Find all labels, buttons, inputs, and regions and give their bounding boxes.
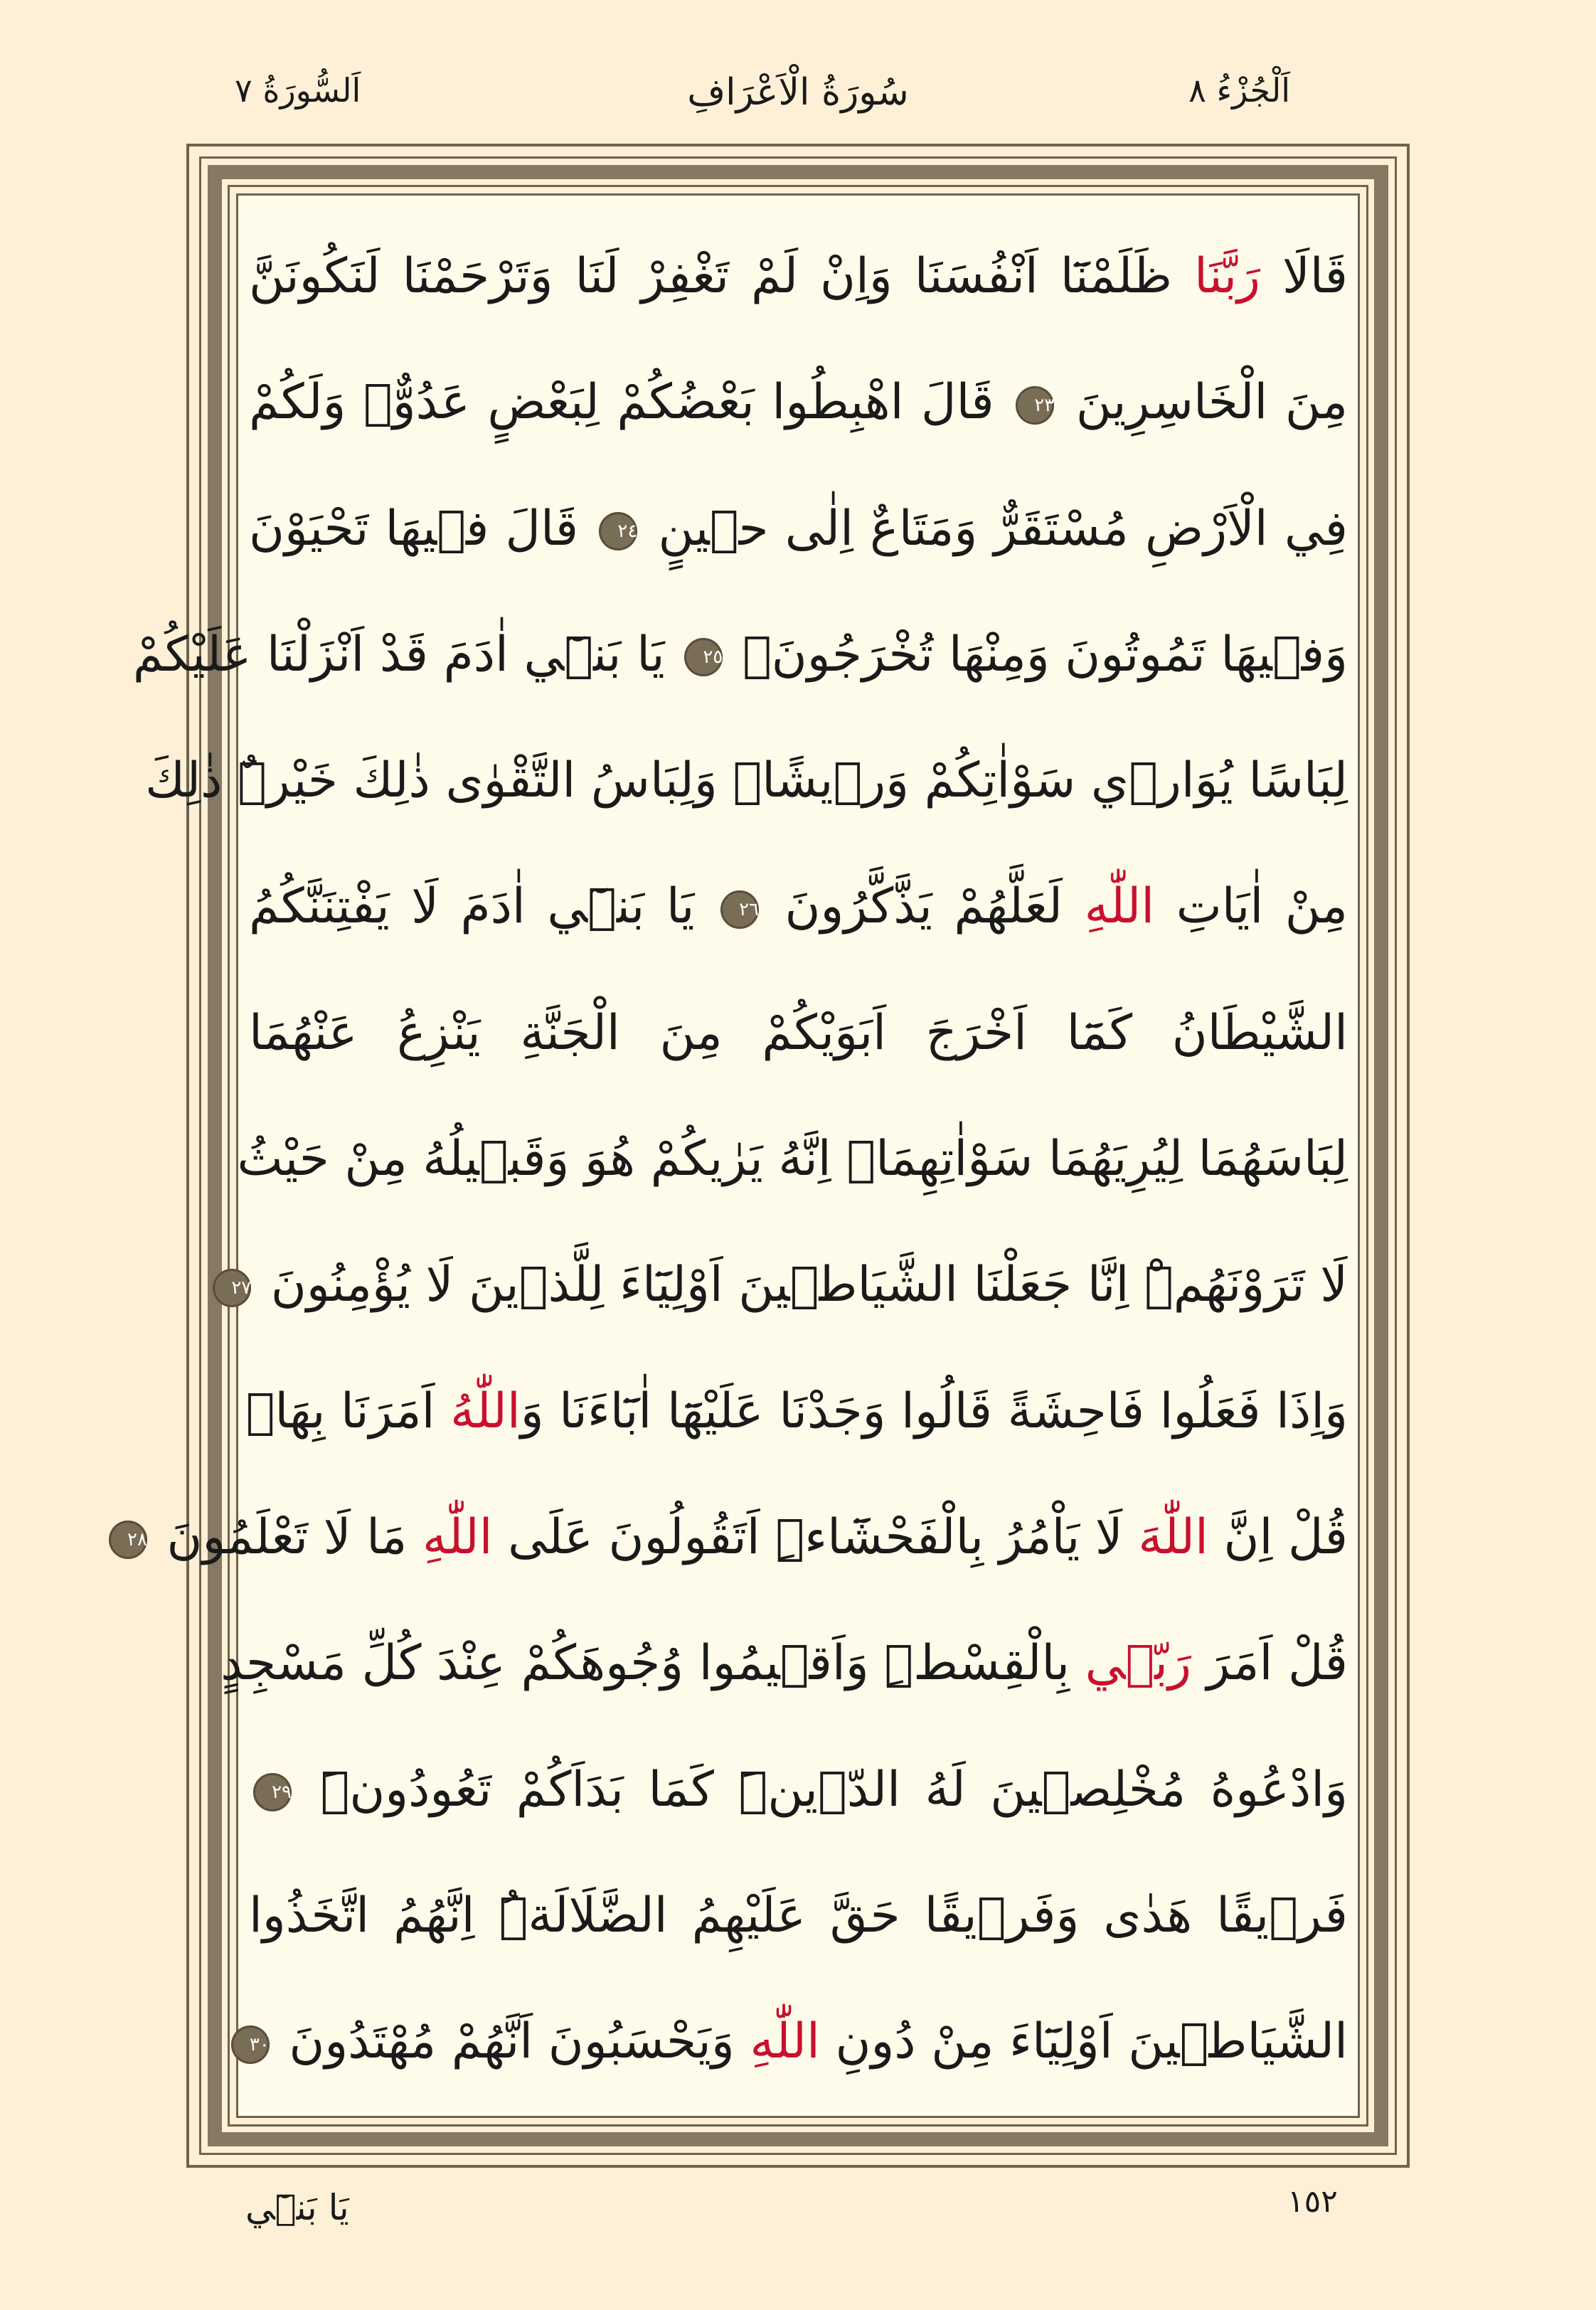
text-line <box>249 213 1348 339</box>
verse-text: مِنْ اٰيَاتِ <box>1154 878 1348 935</box>
verse-text: لَا يَاْمُرُ بِالْفَحْشَٓاءِۜ اَتَقُولُونَ عَلَى <box>492 1508 1139 1565</box>
divine-name-text: اللّٰهَ <box>1138 1508 1208 1565</box>
divine-name-text: رَبَّنَا <box>1193 248 1260 304</box>
text-line <box>231 1222 1348 1348</box>
divine-name-text: اللّٰهُ <box>450 1383 521 1439</box>
quran-text-block <box>127 213 1348 2105</box>
divine-name-text: اللّٰهِ <box>750 2013 820 2070</box>
verse-text: فَرٖيقًا هَدٰى وَفَرٖيقًا حَقَّ عَلَيْهِمُ الضَّلَالَةُۜ اِنَّهُمُ اتَّخَذُوا <box>249 1887 1348 1944</box>
verse-text: وَاِذَا فَعَلُوا فَاحِشَةً قَالُوا وَجَدْنَا عَلَيْهَٓا اٰبَٓاءَنَا وَ <box>520 1383 1348 1439</box>
divine-name-text: رَبّٖي <box>1085 1635 1191 1692</box>
verse-text: قَالَا <box>1260 248 1348 304</box>
verse-text: قُلْ اِنَّ <box>1208 1508 1348 1565</box>
verse-text: مِنَ الْخَاسِرِينَ <box>1058 374 1348 431</box>
text-line <box>249 1727 1348 1853</box>
verse-text: يَا بَنٖٓي اٰدَمَ لَا يَفْتِنَنَّكُمُ <box>249 878 717 935</box>
verse-text: قَالَ فٖيهَا تَحْيَوْنَ <box>249 500 595 557</box>
divine-name-text: اللّٰهِ <box>422 1508 493 1565</box>
verse-text: قَالَ اهْبِطُوا بَعْضُكُمْ لِبَعْضٍ عَدُوٌّۚ وَلَكُمْ <box>249 374 1012 431</box>
ayah-number-marker: ٢٧ <box>213 1269 251 1307</box>
ayah-number-marker: ٢٣ <box>1016 386 1054 425</box>
verse-text: وَفٖيهَا تَمُوتُونَ وَمِنْهَا تُخْرَجُونَ۟ <box>727 626 1348 683</box>
ayah-number-marker: ٢٥ <box>684 638 723 676</box>
verse-text: يَا بَنٖٓي اٰدَمَ قَدْ اَنْزَلْنَا عَلَيْكُمْ <box>132 626 681 683</box>
juz-label: اَلْجُزْءُ ٨ <box>1188 71 1290 110</box>
text-line <box>237 1096 1348 1222</box>
text-line <box>127 1474 1348 1600</box>
catchword: يَا بَنٖٓي <box>245 2187 349 2228</box>
verse-text: فِي الْاَرْضِ مُسْتَقَرٌّ وَمَتَاعٌ اِلٰى حٖينٍ <box>642 500 1348 557</box>
text-line <box>249 339 1348 465</box>
verse-text: ظَلَمْنَٓا اَنْفُسَنَا وَاِنْ لَمْ تَغْفِرْ لَنَا وَتَرْحَمْنَا لَنَكُونَنَّ <box>249 248 1194 304</box>
text-line <box>145 718 1348 843</box>
verse-text: وَادْعُوهُ مُخْلِصٖينَ لَهُ الدّٖينَۜ كَمَا بَدَاَكُمْ تَعُودُونَۜ <box>296 1761 1348 1818</box>
text-line <box>249 1853 1348 1979</box>
ayah-number-marker: ٢٨ <box>109 1521 147 1559</box>
verse-text: لِبَاسًا يُوَارٖي سَوْاٰتِكُمْ وَرٖيشًاۜ وَلِبَاسُ التَّقْوٰى ذٰلِكَ خَيْرٌۜ ذٰلِكَ <box>145 752 1348 809</box>
page-number: ١٥٢ <box>1287 2183 1338 2220</box>
verse-text: الشَّيْطَانُ كَمَٓا اَخْرَجَ اَبَوَيْكُمْ مِنَ الْجَنَّةِ يَنْزِعُ عَنْهُمَا <box>249 1004 1348 1061</box>
verse-text: قُلْ اَمَرَ <box>1191 1635 1348 1692</box>
verse-text: لِبَاسَهُمَا لِيُرِيَهُمَا سَوْاٰتِهِمَاۜ اِنَّهُ يَرٰيكُمْ هُوَ وَقَبٖيلُهُ مِنْ حَيْثُ <box>237 1131 1348 1188</box>
text-line <box>220 1600 1348 1726</box>
text-line <box>249 843 1348 969</box>
verse-text: بِالْقِسْطِۜ وَاَقٖيمُوا وُجُوهَكُمْ عِنْدَ كُلِّ مَسْجِدٍ <box>220 1635 1085 1692</box>
page-header <box>213 71 1383 128</box>
verse-text: لَا تَرَوْنَهُمْۜ اِنَّا جَعَلْنَا الشَّيَاطٖينَ اَوْلِيَٓاءَ لِلَّذٖينَ لَا يُؤْمِنُونَ <box>255 1257 1348 1314</box>
ayah-number-marker: ٢٤ <box>599 512 637 550</box>
ayah-number-marker: ٢٩ <box>253 1773 292 1811</box>
text-line <box>132 592 1348 718</box>
verse-text: مَا لَا تَعْلَمُونَ <box>151 1508 422 1565</box>
surah-title: سُورَةُ الْاَعْرَافِ <box>687 71 909 114</box>
divine-name-text: اللّٰهِ <box>1084 878 1155 935</box>
text-line <box>249 1979 1348 2104</box>
ayah-number-marker: ٣٠ <box>231 2026 270 2064</box>
verse-text: الشَّيَاطٖينَ اَوْلِيَٓاءَ مِنْ دُونِ <box>819 2013 1348 2070</box>
surah-number-label: اَلسُّورَةُ ٧ <box>235 71 361 110</box>
verse-text: اَمَرَنَا بِهَاۜ <box>245 1383 451 1439</box>
verse-text: لَعَلَّهُمْ يَذَّكَّرُونَ <box>763 878 1085 935</box>
ayah-number-marker: ٢٦ <box>720 890 759 929</box>
text-line <box>245 1348 1348 1474</box>
verse-text: وَيَحْسَبُونَ اَنَّهُمْ مُهْتَدُونَ <box>273 2013 750 2070</box>
text-line <box>249 970 1348 1096</box>
text-line <box>249 466 1348 592</box>
